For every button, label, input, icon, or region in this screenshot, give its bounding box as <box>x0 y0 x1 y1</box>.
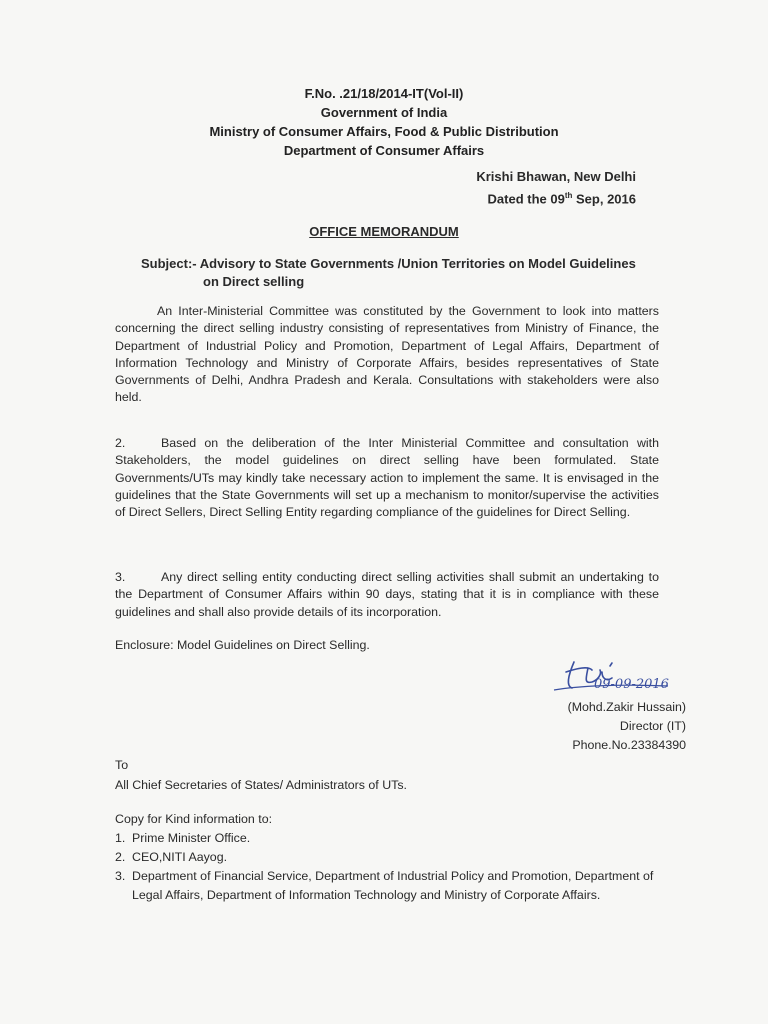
paragraph-1-text: An Inter-Ministerial Committee was constituted by the Government to look into matters concerning the direct selling industry consisting of representatives from Ministry of Finance, the Department of Industrial Policy and Promotion, Department of Legal Affairs, Department of Information Technology and Ministry of Corporate Affairs, besides representatives of State Governments of Delhi, Andhra Pradesh and Kerala. Consultations with stakeholders were also held. <box>115 304 659 405</box>
letterhead <box>0 84 768 160</box>
signature-date: 09-09-2016 <box>594 677 669 692</box>
list-item: 3. Department of Financial Service, Department of Industrial Policy and Promotion, Department of Legal Affairs, Department of Information Technology and Ministry of Corporate Affairs. <box>115 869 654 902</box>
copy-heading: Copy for Kind information to: <box>115 812 273 826</box>
addressee-block <box>115 755 407 795</box>
subject-line-2: on Direct selling <box>203 274 305 289</box>
addressee: All Chief Secretaries of States/ Administrators of UTs. <box>115 778 407 792</box>
paragraph-3 <box>115 569 659 621</box>
subject <box>141 255 681 291</box>
copy-to-block <box>115 810 655 905</box>
paragraph-1 <box>115 303 659 407</box>
date-suffix: Sep, 2016 <box>572 191 636 207</box>
ministry-name: Ministry of Consumer Affairs, Food & Public Distribution <box>209 124 559 139</box>
paragraph-2 <box>115 435 659 521</box>
handwritten-signature <box>548 648 688 698</box>
department-name: Department of Consumer Affairs <box>283 143 485 158</box>
signatory-designation: Director (IT) <box>619 719 686 733</box>
place: Krishi Bhawan, New Delhi <box>476 169 636 184</box>
date-superscript: th <box>564 191 573 200</box>
signatory-phone: Phone.No.23384390 <box>572 738 686 752</box>
place-date-block <box>476 167 636 208</box>
file-number: F.No. .21/18/2014-IT(Vol-II) <box>304 86 464 101</box>
subject-line-1: Subject:- Advisory to State Governments /Union Territories on Model Guidelines <box>141 256 636 271</box>
copy-list <box>115 829 655 905</box>
paragraph-2-number: 2. <box>115 436 126 450</box>
paragraph-3-number: 3. <box>115 570 126 584</box>
enclosure-note: Enclosure: Model Guidelines on Direct Selling. <box>115 638 370 652</box>
date-prefix: Dated the 09 <box>487 191 565 207</box>
memo-title: OFFICE MEMORANDUM <box>309 224 459 239</box>
paragraph-3-text: Any direct selling entity conducting direct selling activities shall submit an undertaking to the Department of Consumer Affairs within 90 days, stating that it is in compliance with these guidelines and shall also provide details of its incorporation. <box>115 570 659 619</box>
date-line <box>476 186 636 208</box>
signatory-name: (Mohd.Zakir Hussain) <box>567 700 686 714</box>
paragraph-2-text: Based on the deliberation of the Inter Ministerial Committee and consultation with Stakeholders, the model guidelines on direct selling have been formulated. State Governments/UTs may kindly take necessary action to implement the same. It is envisaged in the guidelines that the State Governments will set up a mechanism to monitor/supervise the activities of Direct Sellers, Direct Selling Entity regarding compliance of the guidelines for Direct Selling. <box>115 436 659 520</box>
list-item: 2. CEO,NITI Aayog. <box>115 850 228 864</box>
government-name: Government of India <box>320 105 448 120</box>
to-label: To <box>115 758 129 772</box>
signatory-block <box>568 698 686 755</box>
list-item: 1. Prime Minister Office. <box>115 831 251 845</box>
